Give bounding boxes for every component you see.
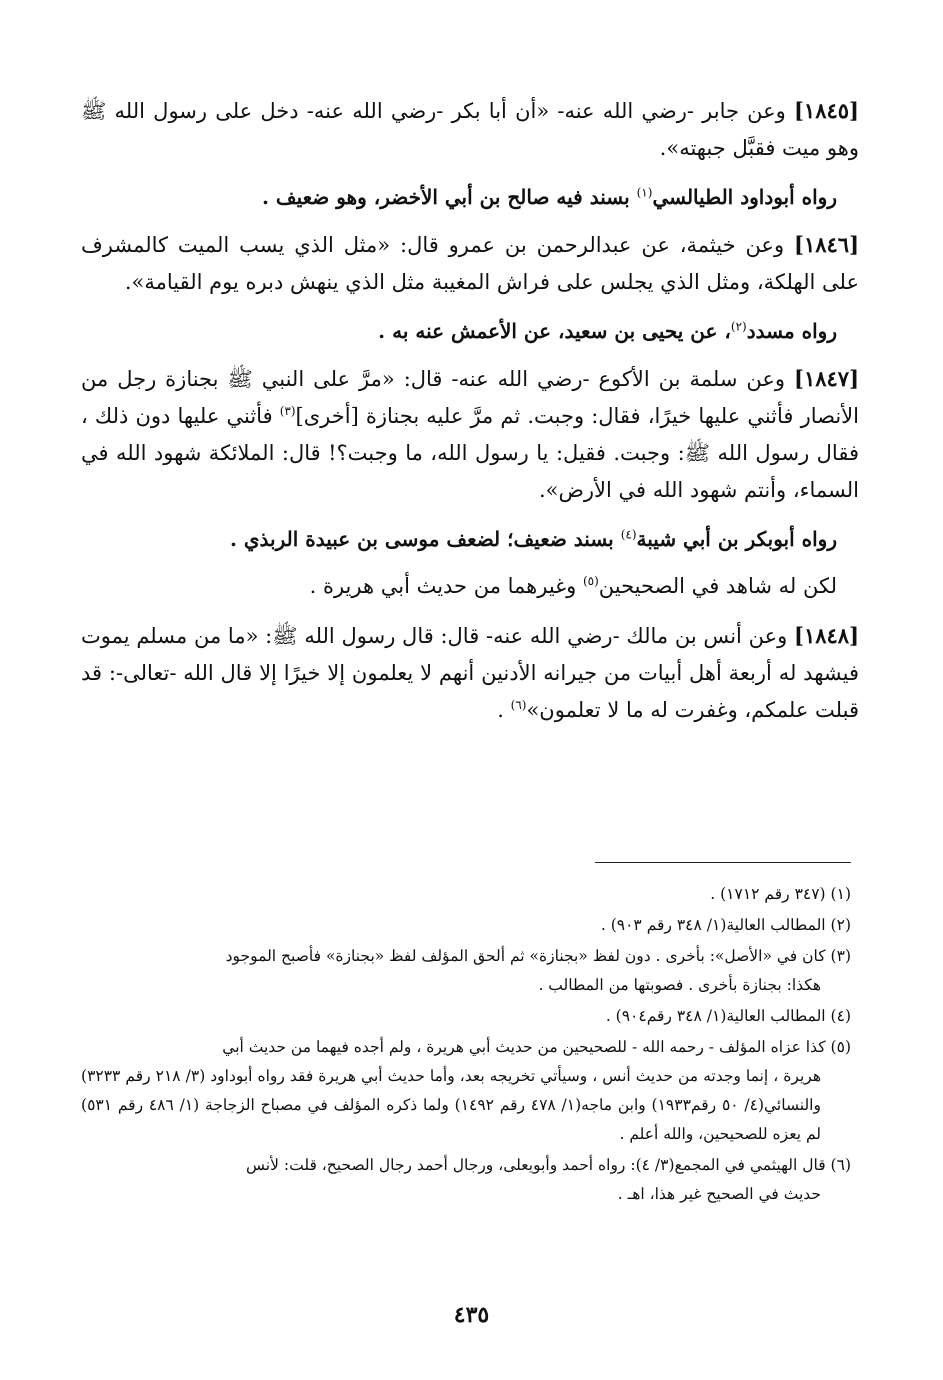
hadith-source: رواه أبوبكر بن أبي شيبة$^{(٤)}$ بسند ضعيف؛ لضعف موسى بن عبيدة الربذي . <box>229 527 837 551</box>
footnote-marker: (٦) <box>830 1156 851 1174</box>
footnote-marker: (٣) <box>830 947 851 965</box>
footnote-marker: (٢) <box>830 916 851 934</box>
hadith-1848: [١٨٤٨] وعن أنس بن مالك -رضي الله عنه- قال: قال رسول الله ﷺ: «ما من مسلم يموت فيشهد له أربعة أهل أبيات من جيرانه الأدنين أنهم لا يعلمون إلا خيرًا إلا قال الله -تعالى-: قد قبلت علمكم، وغفرت له ما لا تعلمون»$^{(٦)}$ . <box>81 623 859 722</box>
footnote-text: كان في «الأصل»: بأخرى . دون لفظ «بجنازة» ثم ألحق المؤلف لفظ «بجنازة» فأصبح الموجود <box>225 947 826 965</box>
hadith-text: وعن خيثمة، عن عبدالرحمن بن عمرو قال: «مثل الذي يسب الميت كالمشرف على الهلكة، ومثل الذي يجلس على فراش المغيبة مثل الذي ينهش دبره يوم القيامة». <box>81 233 859 294</box>
footnote-marker: (٥) <box>830 1038 851 1056</box>
hadith-text: فأثني عليها دون ذلك ، فقال رسول الله ﷺ: وجبت. فقيل: يا رسول الله، ما وجبت؟! قال: الملائكة شهود الله في السماء، وأنتم شهود الله في الأرض». <box>81 404 859 502</box>
footnote-ref[interactable]: (١) <box>636 185 653 200</box>
footnotes <box>81 880 851 1211</box>
hadith-number: [١٨٤٥] <box>793 98 859 123</box>
footnote-item <box>81 1151 851 1209</box>
footnote-ref[interactable]: (٥) <box>582 574 599 588</box>
hadith-1845 <box>81 92 859 167</box>
hadith-number: [١٨٤٦] <box>794 232 859 257</box>
footnote-divider <box>595 862 851 863</box>
hadith-text: وعن سلمة بن الأكوع -رضي الله عنه- قال: «مرَّ على النبي ﷺ بجنازة رجل من الأنصار فأثني عليها خيرًا، فقال: وجبت. ثم مرَّ عليه بجنازة [أخرى] <box>81 367 859 428</box>
main-text <box>81 92 859 741</box>
footnote-text: كذا عزاه المؤلف - رحمه الله - للصحيحين من حديث أبي هريرة ، ولم أجده فيهما من حديث أبي <box>222 1038 826 1056</box>
footnote-ref[interactable]: (٢) <box>730 319 747 334</box>
hadith-note: لكن له شاهد في الصحيحين$^{(٥)}$ وغيرهما من حديث أبي هريرة . <box>309 574 837 598</box>
footnote-item <box>81 942 851 1000</box>
footnote-item <box>81 1002 851 1031</box>
hadith-1846 <box>81 226 859 301</box>
footnote-ref[interactable]: (٤) <box>620 527 637 542</box>
footnote-continuation: هكذا: بجنازة بأخرى . فصوبتها من المطالب . <box>538 976 821 994</box>
footnote-item <box>81 1033 851 1149</box>
hadith-number: [١٨٤٧] <box>794 366 859 391</box>
hadith-source: رواه أبوداود الطيالسي$^{(١)}$ بسند فيه صالح بن أبي الأخضر، وهو ضعيف . <box>261 185 837 209</box>
hadith-1847 <box>81 360 859 509</box>
page-number: ٤٣٥ <box>453 1302 490 1328</box>
footnote-item <box>81 911 851 940</box>
footnote-text: المطالب العالية(١/ ٣٤٨ رقم ٩٠٣) . <box>600 916 826 934</box>
footnote-continuation: حديث في الصحيح غير هذا، اهـ . <box>617 1185 821 1203</box>
footnote-continuation: هريرة ، إنما وجدته من حديث أنس ، وسيأتي تخريجه بعد، وأما حديث أبي هريرة فقد رواه أبوداود (٣/ ٢١٨ رقم ٣٢٣٣) والنسائي(٤/ ٥٠ رقم١٩٣٣) وابن ماجه(١/ ٤٧٨ رقم ١٤٩٢) ولما ذكره المؤلف في مصباح الزجاجة (١/ ٤٨٦ رقم ٥٣١) لم يعزه للصحيحين، والله أعلم . <box>81 1067 821 1143</box>
footnote-marker: (٤) <box>830 1007 851 1025</box>
hadith-text: وعن جابر -رضي الله عنه- «أن أبا بكر -رضي الله عنه- دخل على رسول الله ﷺ وهو ميت فقبَّل جبهته». <box>81 99 859 160</box>
hadith-number: [١٨٤٨] <box>794 623 859 648</box>
hadith-text: وعن أنس بن مالك -رضي الله عنه- قال: قال رسول الله ﷺ: «ما من مسلم يموت فيشهد له أربعة أهل أبيات من جيرانه الأدنين أنهم لا يعلمون إلا خيرًا إلا قال الله -تعالى-: قد قبلت علمكم، وغفرت له ما لا تعلمون» <box>81 624 859 722</box>
footnote-text: المطالب العالية(١/ ٣٤٨ رقم٩٠٤) . <box>605 1007 826 1025</box>
footnote-marker: (١) <box>830 885 851 903</box>
footnote-item <box>81 880 851 909</box>
footnote-ref[interactable]: (٦) <box>510 698 527 712</box>
footnote-ref[interactable]: (٣) <box>279 404 296 418</box>
hadith-source: رواه مسدد$^{(٢)}$، عن يحيى بن سعيد، عن الأعمش عنه به . <box>378 319 837 343</box>
footnote-text: (٣٤٧ رقم ١٧١٢) . <box>710 885 826 903</box>
footnote-text: قال الهيثمي في المجمع(٣/ ٤): رواه أحمد وأبويعلى، ورجال أحمد رجال الصحيح، قلت: لأنس <box>246 1156 826 1174</box>
